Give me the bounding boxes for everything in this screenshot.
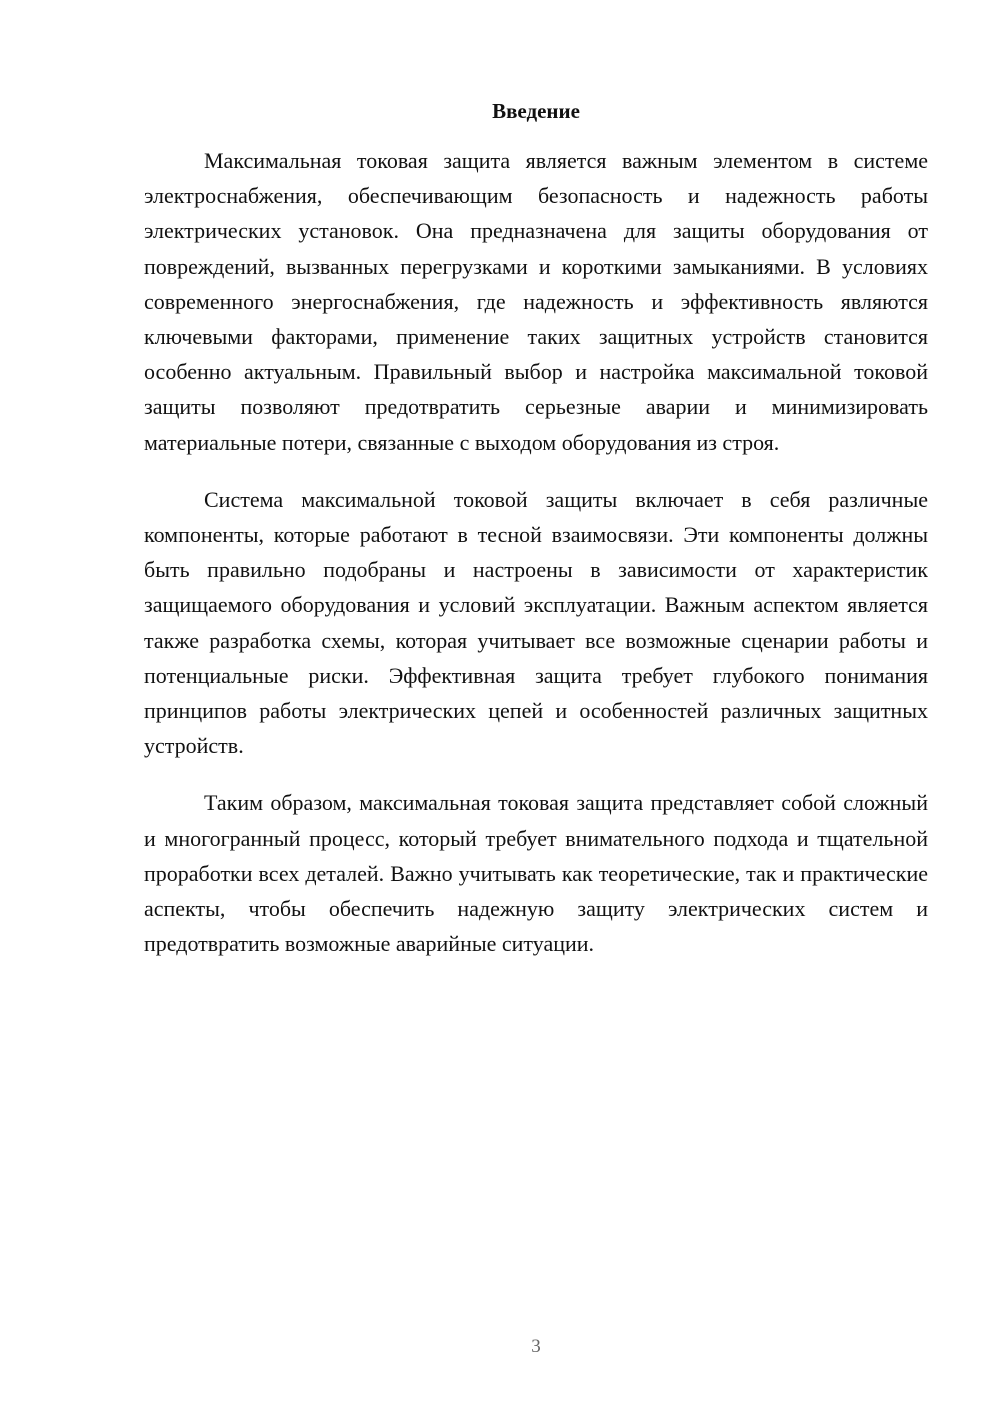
page-number: 3 <box>531 1336 541 1357</box>
paragraph-1: Максимальная токовая защита является важным элементом в системе электроснабжения, обеспечивающим безопасность и надежность работы электрических установок. Она предназначена для защиты оборудования от повреждений, вызванных перегрузками и короткими замыканиями. В условиях современного энергоснабжения, где надежность и эффективность являются ключевыми факторами, применение таких защитных устройств становится особенно актуальным. Правильный выбор и настройка максимальной токовой защиты позволяют предотвратить серьезные аварии и минимизировать материальные потери, связанные с выходом оборудования из строя. <box>144 148 928 455</box>
body-text <box>144 143 928 983</box>
section-heading: Введение <box>492 99 580 123</box>
paragraph-3: Таким образом, максимальная токовая защита представляет собой сложный и многогранный процесс, который требует внимательного подхода и тщательной проработки всех деталей. Важно учитывать как теоретические, так и практические аспекты, чтобы обеспечить надежную защиту электрических систем и предотвратить возможные аварийные ситуации. <box>144 790 928 957</box>
paragraph-2: Система максимальной токовой защиты включает в себя различные компоненты, которые работают в тесной взаимосвязи. Эти компоненты должны быть правильно подобраны и настроены в зависимости от характеристик защищаемого оборудования и условий эксплуатации. Важным аспектом является также разработка схемы, которая учитывает все возможные сценарии работы и потенциальные риски. Эффективная защита требует глубокого понимания принципов работы электрических цепей и особенностей различных защитных устройств. <box>144 486 928 759</box>
